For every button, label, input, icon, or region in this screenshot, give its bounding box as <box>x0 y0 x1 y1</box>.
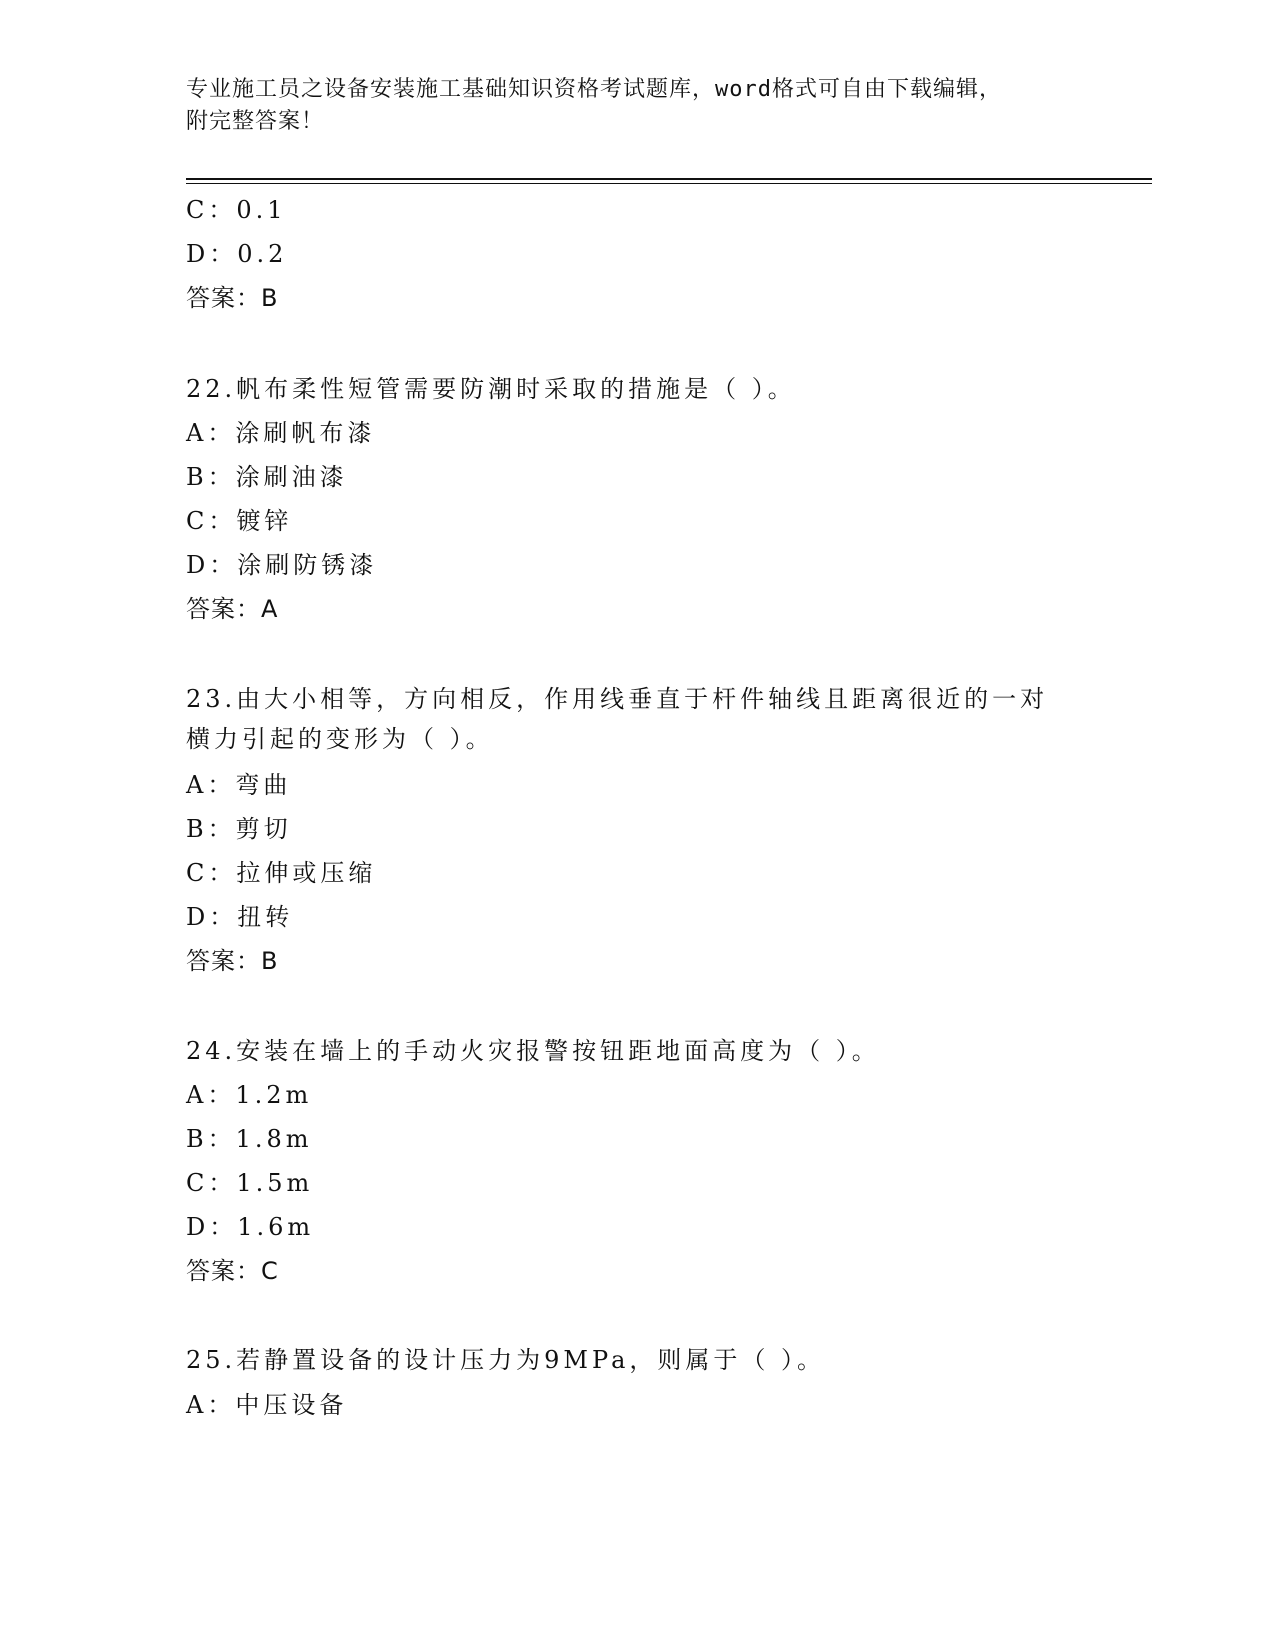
q23-option-b: B：剪切 <box>186 815 292 843</box>
q24-answer: 答案：C <box>186 1257 279 1285</box>
q21-option-c: C：0.1 <box>186 196 287 224</box>
q25-stem: 25.若静置设备的设计压力为9MPa，则属于（ ）。 <box>186 1346 826 1374</box>
header-line-1: 专业施工员之设备安装施工基础知识资格考试题库，word格式可自由下载编辑， <box>186 77 1002 102</box>
header-divider-thick <box>186 178 1152 180</box>
q23-stem-line-2: 横力引起的变形为（ ）。 <box>186 725 494 753</box>
q22-answer: 答案：A <box>186 595 279 623</box>
q23-answer: 答案：B <box>186 947 279 975</box>
q22-option-b: B：涂刷油漆 <box>186 463 348 491</box>
q23-option-c: C：拉伸或压缩 <box>186 859 377 887</box>
q24-option-a: A：1.2m <box>186 1081 313 1109</box>
q21-answer: 答案：B <box>186 284 279 312</box>
q24-option-d: D：1.6m <box>186 1213 315 1241</box>
q25-option-a: A：中压设备 <box>186 1391 348 1419</box>
q23-stem-line-1: 23.由大小相等，方向相反，作用线垂直于杆件轴线且距离很近的一对 <box>186 685 1049 713</box>
q22-option-a: A：涂刷帆布漆 <box>186 419 376 447</box>
q24-option-c: C：1.5m <box>186 1169 314 1197</box>
q22-stem: 22.帆布柔性短管需要防潮时采取的措施是（ ）。 <box>186 375 796 403</box>
q23-option-a: A：弯曲 <box>186 771 292 799</box>
q22-option-c: C：镀锌 <box>186 507 293 535</box>
header-divider-thin <box>186 183 1152 184</box>
q21-option-d: D：0.2 <box>186 240 288 268</box>
document-header <box>186 74 1086 138</box>
q23-option-d: D：扭转 <box>186 903 294 931</box>
q24-stem: 24.安装在墙上的手动火灾报警按钮距地面高度为（ ）。 <box>186 1037 880 1065</box>
q24-option-b: B：1.8m <box>186 1125 313 1153</box>
header-line-2: 附完整答案！ <box>186 109 325 134</box>
q22-option-d: D：涂刷防锈漆 <box>186 551 378 579</box>
